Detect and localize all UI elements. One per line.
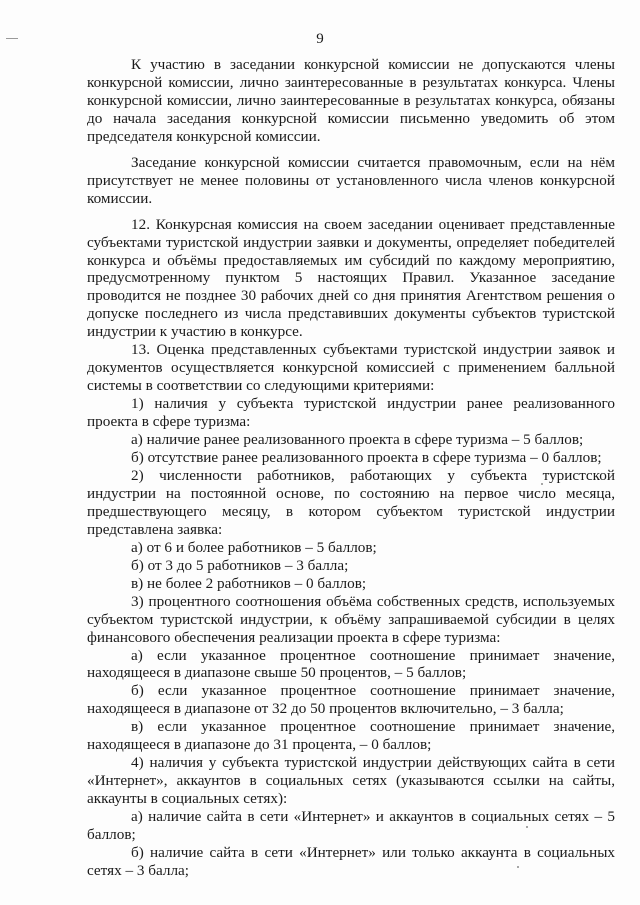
paragraph: в) если указанное процентное соотношение принимает значение, находящееся в диапазоне до 31 процента, – 0 баллов; bbox=[87, 718, 615, 754]
paragraph: в) не более 2 работников – 0 баллов; bbox=[131, 574, 367, 592]
document-body bbox=[87, 56, 615, 880]
paragraph: 2) численности работников, работающих у субъекта туристской индустрии на постоянной основе, по состоянию на первое число месяца, предшествующего месяцу, в котором субъектом туристской индустрии представлена заявка: bbox=[87, 466, 615, 538]
paragraph: а) наличие сайта в сети «Интернет» и аккаунтов в социальных сетях – 5 баллов; bbox=[87, 808, 615, 844]
paragraph: а) наличие ранее реализованного проекта в сфере туризма – 5 баллов; bbox=[131, 431, 584, 449]
paragraph: б) наличие сайта в сети «Интернет» или только аккаунта в социальных сетях – 3 балла; bbox=[87, 843, 615, 879]
paragraph: 4) наличия у субъекта туристской индустрии действующих сайта в сети «Интернет», аккаунтов в социальных сетях (указываются ссылки на сайты, аккаунты в социальных сетях): bbox=[87, 754, 615, 808]
page-number: 9 bbox=[316, 31, 324, 47]
paragraph: б) если указанное процентное соотношение принимает значение, находящееся в диапазоне от 32 до 50 процентов включительно, – 3 балла; bbox=[87, 682, 615, 718]
paragraph: а) если указанное процентное соотношение принимает значение, находящееся в диапазоне свыше 50 процентов, – 5 баллов; bbox=[87, 646, 615, 682]
paragraph: 3) процентного соотношения объёма собственных средств, используемых субъектом туристской индустрии, к объёму запрашиваемой субсидии в целях финансового обеспечения реализации проекта в сфере туризма: bbox=[87, 592, 615, 646]
paragraph: 1) наличия у субъекта туристской индустрии ранее реализованного проекта в сфере туризма: bbox=[87, 395, 615, 431]
paragraph: 13. Оценка представленных субъектами туристской индустрии заявок и документов осуществляется конкурсной комиссией с применением балльной системы в соответствии со следующими критериями: bbox=[87, 341, 615, 395]
paragraph: б) от 3 до 5 работников – 3 балла; bbox=[131, 556, 349, 574]
paragraph: К участию в заседании конкурсной комиссии не допускаются члены конкурсной комиссии, лично заинтересованные в результатах конкурса. Члены конкурсной комиссии, лично заинтересованные в результатах конкурса, обязаны до начала заседания конкурсной комиссии письменно уведомить об этом председателя конкурсной комиссии. bbox=[87, 56, 615, 145]
paragraph: 12. Конкурсная комиссия на своем заседании оценивает представленные субъектами туристской индустрии заявки и документы, определяет победителей конкурса и объёмы предоставляемых им субсидий по каждому мероприятию, предусмотренному пунктом 5 настоящих Правил. Указанное заседание проводится не позднее 30 рабочих дней со дня принятия Агентством решения о допуске последнего из числа представивших документы субъектов туристской индустрии к участию в конкурсе. bbox=[87, 215, 615, 341]
paragraph: б) отсутствие ранее реализованного проекта в сфере туризма – 0 баллов; bbox=[131, 449, 602, 467]
paragraph: а) от 6 и более работников – 5 баллов; bbox=[131, 538, 377, 556]
paragraph: Заседание конкурсной комиссии считается правомочным, если на нём присутствует не менее половины от установленного числа членов конкурсной комиссии. bbox=[87, 153, 615, 207]
